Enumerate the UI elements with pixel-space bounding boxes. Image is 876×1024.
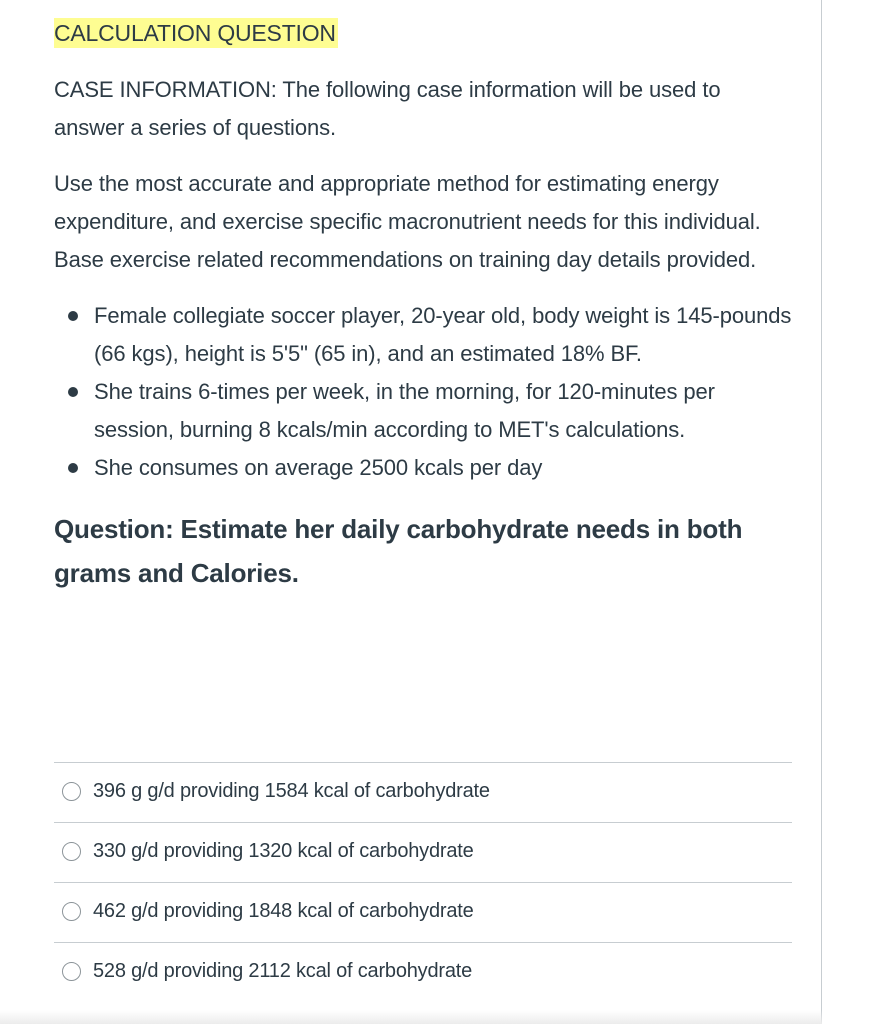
case-fact [94,373,792,449]
answer-label[interactable]: 462 g/d providing 1848 kcal of carbohydrate [93,900,474,922]
answer-option[interactable] [54,883,792,943]
radio-button[interactable] [62,962,81,981]
question-text: Question: Estimate her daily carbohydrate needs in both grams and Calories. [54,514,743,588]
case-fact-text: She trains 6-times per week, in the morning, for 120-minutes per session, burning 8 kcals/min according to MET's calculations. [94,379,715,442]
answer-label[interactable]: 528 g/d providing 2112 kcal of carbohydrate [93,960,473,982]
question-type-label: CALCULATION QUESTION [54,20,336,46]
answer-option[interactable] [54,943,792,1002]
case-fact-text: Female collegiate soccer player, 20-year old, body weight is 145-pounds (66 kgs), height is 5'5" (65 in), and an estimated 18% BF. [94,303,792,366]
answer-label[interactable]: 396 g g/d providing 1584 kcal of carbohydrate [93,780,490,802]
case-fact-text: She consumes on average 2500 kcals per day [94,455,543,480]
case-fact [94,297,792,373]
case-fact [94,449,792,487]
answer-choices [54,762,792,1002]
panel-bottom-shadow [0,1010,822,1024]
case-facts-list [54,297,792,487]
radio-button[interactable] [62,842,81,861]
answer-label[interactable]: 330 g/d providing 1320 kcal of carbohydrate [93,840,474,862]
radio-button[interactable] [62,782,81,801]
answer-option[interactable] [54,823,792,883]
bullet-icon [68,463,78,473]
question-content [54,18,792,595]
bullet-icon [68,311,78,321]
case-intro: CASE INFORMATION: The following case information will be used to answer a series of questions. [54,77,721,140]
radio-button[interactable] [62,902,81,921]
case-instructions: Use the most accurate and appropriate method for estimating energy expenditure, and exercise specific macronutrient needs for this individual. Base exercise related recommendations on training day details provided. [54,171,761,272]
answer-option[interactable] [54,763,792,823]
bullet-icon [68,387,78,397]
